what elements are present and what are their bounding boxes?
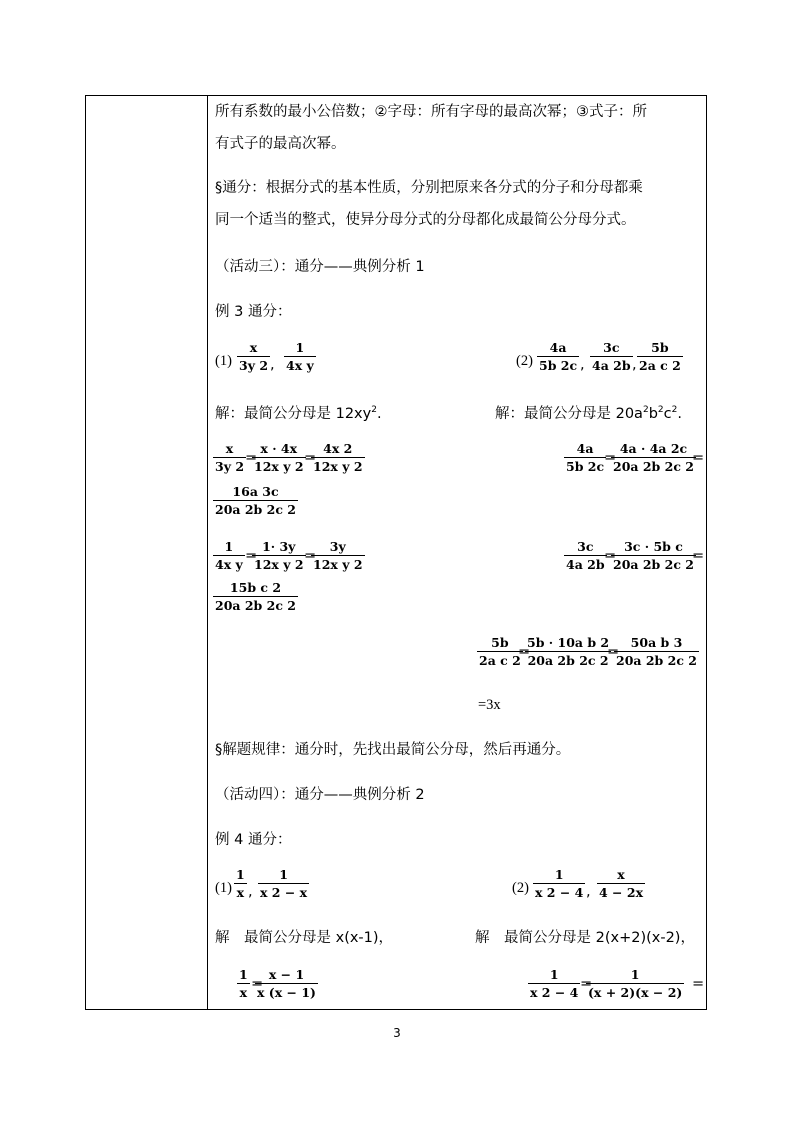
equals-sign: = bbox=[607, 644, 620, 660]
problem-label: (2) bbox=[512, 880, 529, 896]
fraction: $\frac{\text{3c · 5b c}}{20a 2b 2c 2}$ bbox=[613, 539, 694, 572]
page-number: 3 bbox=[393, 1026, 401, 1040]
equals-sign: = bbox=[604, 548, 617, 564]
separator: , bbox=[632, 357, 637, 373]
equals-sign: = bbox=[304, 548, 317, 564]
fraction: $\frac{3c}{4a 2b}$ bbox=[592, 340, 631, 373]
separator: , bbox=[270, 357, 275, 373]
fraction: $\frac{16a 3c}{20a 2b 2c 2}$ bbox=[215, 484, 296, 517]
equals-sign: = bbox=[692, 548, 705, 564]
fraction: $\frac{4a}{5b 2c}$ bbox=[566, 441, 605, 474]
result-text: =3x bbox=[478, 697, 501, 713]
problem-label: (1) bbox=[215, 880, 232, 896]
equals-sign: = bbox=[251, 976, 264, 992]
fraction: $\frac{1\cdot 3y}{\text{12x y 2}}$ bbox=[254, 539, 304, 572]
fraction: $\frac{x - 1}{x (x - 1)}$ bbox=[257, 967, 316, 1000]
equals-sign: = bbox=[304, 450, 317, 466]
separator: , bbox=[586, 884, 591, 900]
solution-text: 解：最简公分母是 $12xy^2$. bbox=[215, 405, 382, 422]
problem-label: (2) bbox=[516, 353, 533, 369]
fraction: $\frac{5b}{\text{2a c 2}}$ bbox=[639, 340, 681, 373]
activity-heading: （活动三）：通分——典例分析 1 bbox=[215, 259, 425, 275]
fraction: $\frac{1}{x}$ bbox=[239, 967, 248, 1000]
equals-sign: = bbox=[580, 976, 593, 992]
fraction: $\frac{1}{(x + 2)(x - 2)}$ bbox=[588, 967, 683, 1000]
equals-sign: = bbox=[692, 450, 705, 466]
fraction: $\frac{4x 2}{\text{12x y 2}}$ bbox=[313, 441, 363, 474]
example-heading: 例 3 通分： bbox=[215, 304, 292, 320]
separator: , bbox=[248, 884, 253, 900]
example-heading: 例 4 通分： bbox=[215, 832, 292, 848]
fraction: $\frac{\text{15b c 2}}{20a 2b 2c 2}$ bbox=[215, 580, 296, 613]
fraction: $\frac{3c}{4a 2b}$ bbox=[566, 539, 605, 572]
fraction: $\frac{x}{4 - 2x}$ bbox=[599, 867, 644, 900]
column-divider bbox=[207, 96, 208, 1009]
paragraph-line: §通分：根据分式的基本性质，分别把原来各分式的分子和分母都乘 bbox=[215, 180, 643, 196]
fraction: $\frac{1}{x 2 - 4}$ bbox=[535, 867, 584, 900]
paragraph-line: 同一个适当的整式，使异分母分式的分母都化成最简公分母分式。 bbox=[215, 212, 636, 228]
paragraph-line: 所有系数的最小公倍数；②字母：所有字母的最高次幂；③式子：所 bbox=[215, 104, 647, 120]
fraction: $\frac{1}{\text{4x y}}$ bbox=[215, 539, 243, 572]
equals-sign: = bbox=[604, 450, 617, 466]
fraction: $\frac{\text{5b · 10a b 2}}{20a 2b 2c 2}$ bbox=[527, 635, 610, 668]
equals-sign: = bbox=[518, 644, 531, 660]
equals-sign: = bbox=[245, 450, 258, 466]
equals-sign: = bbox=[692, 976, 705, 992]
fraction: $\frac{x}{3y 2}$ bbox=[239, 340, 269, 373]
solution-text: 解 最简公分母是 2(x+2)(x-2)， bbox=[475, 930, 695, 946]
fraction: $\frac{3y}{\text{12x y 2}}$ bbox=[313, 539, 363, 572]
fraction: $\frac{4a \cdot 4a 2c}{20a 2b 2c 2}$ bbox=[613, 441, 694, 474]
equals-sign: = bbox=[245, 548, 258, 564]
problem-label: (1) bbox=[215, 353, 232, 369]
fraction: $\frac{\text{50a b 3}}{20a 2b 2c 2}$ bbox=[616, 635, 697, 668]
separator: , bbox=[580, 357, 585, 373]
solution-text: 解：最简公分母是 $20a^2b^2c^2$. bbox=[495, 405, 682, 422]
fraction: $\frac{x \cdot 4x}{\text{12x y 2}}$ bbox=[254, 441, 304, 474]
fraction: $\frac{1}{\text{4x y}}$ bbox=[286, 340, 314, 373]
fraction: $\frac{1}{x}$ bbox=[236, 867, 245, 900]
fraction: $\frac{1}{x 2 - x}$ bbox=[260, 867, 308, 900]
solution-text: 解 最简公分母是 x(x-1)， bbox=[215, 930, 394, 946]
activity-heading: （活动四）：通分——典例分析 2 bbox=[215, 787, 425, 803]
fraction: $\frac{x}{3y 2}$ bbox=[215, 441, 245, 474]
fraction: $\frac{4a}{5b 2c}$ bbox=[539, 340, 578, 373]
fraction: $\frac{1}{x 2 - 4}$ bbox=[530, 967, 579, 1000]
fraction: $\frac{5b}{\text{2a c 2}}$ bbox=[479, 635, 521, 668]
paragraph-line: 有式子的最高次幂。 bbox=[215, 136, 346, 152]
rule-text: §解题规律：通分时，先找出最简公分母，然后再通分。 bbox=[215, 742, 571, 758]
